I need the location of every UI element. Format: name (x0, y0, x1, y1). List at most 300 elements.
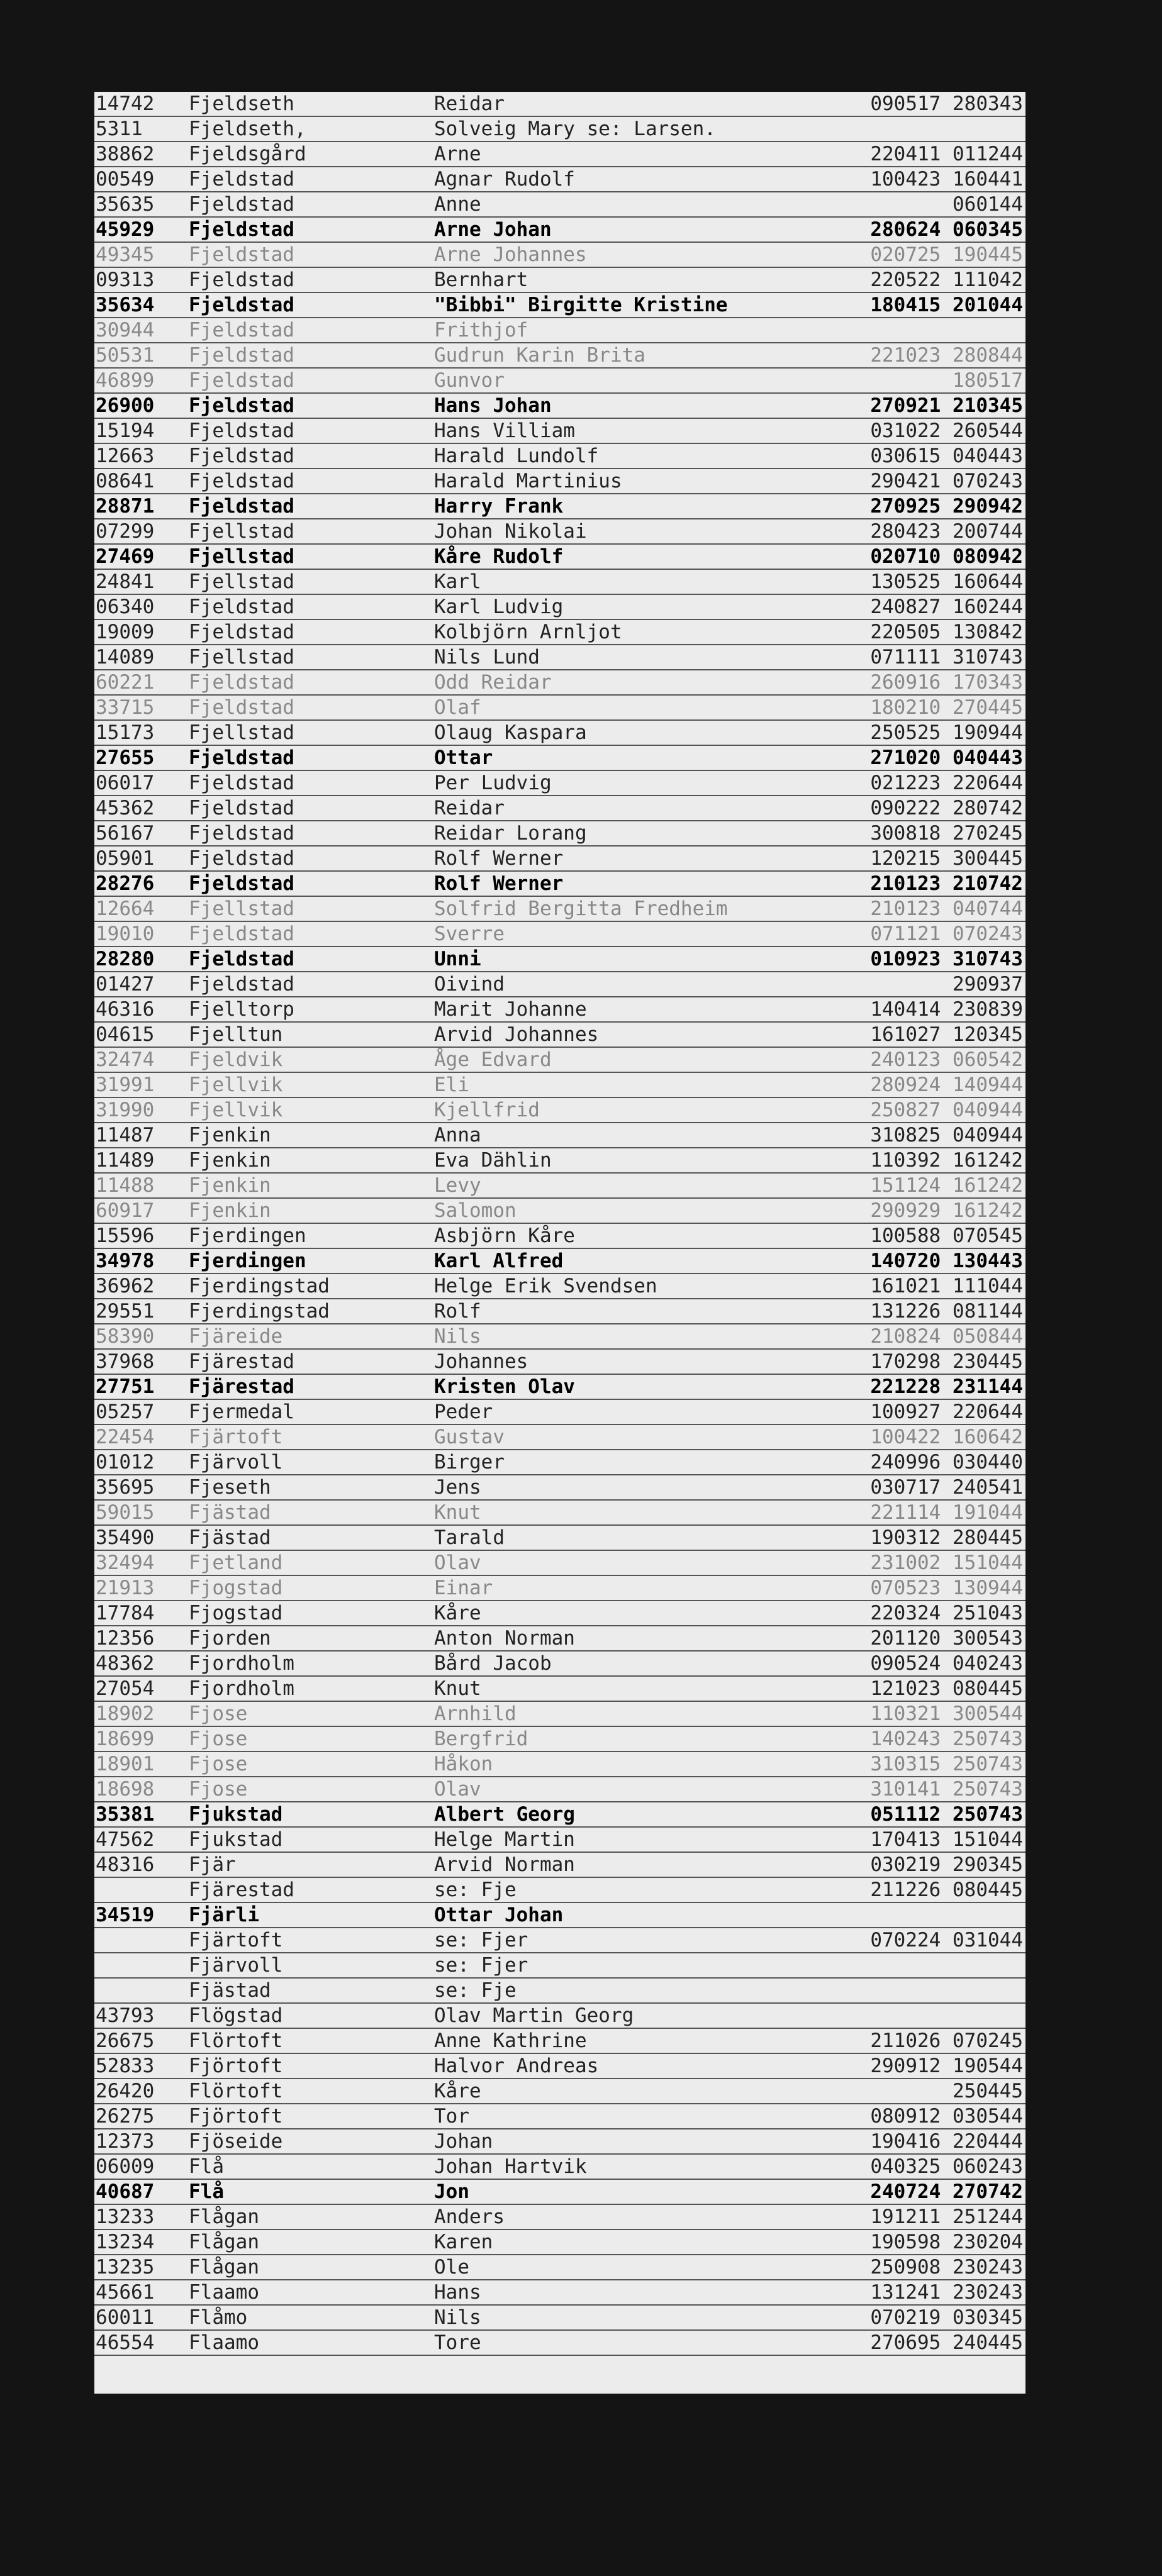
dates: 110392 161242 (870, 1149, 1023, 1172)
register-row (94, 1148, 1025, 1174)
register-row (94, 1601, 1025, 1626)
surname: Fjukstad (189, 1803, 283, 1826)
record-number: 31991 (96, 1074, 155, 1096)
dates: 130525 160644 (870, 570, 1023, 593)
record-number: 34978 (96, 1250, 155, 1272)
surname: Fjästad (189, 1526, 271, 1549)
surname: Fjogstad (189, 1577, 283, 1599)
register-row (94, 2280, 1025, 2306)
record-number: 52833 (96, 2055, 155, 2077)
dates: 161027 120345 (870, 1023, 1023, 1046)
dates: 180415 201044 (870, 294, 1023, 316)
record-number: 46899 (96, 369, 155, 392)
given-names: Helge Erik Svendsen (434, 1275, 657, 1297)
dates: 280924 140944 (870, 1074, 1023, 1096)
surname: Fjeldseth, (189, 118, 306, 140)
given-names: Kåre (434, 1602, 481, 1624)
register-row (94, 645, 1025, 670)
record-number: 11488 (96, 1174, 155, 1197)
surname: Flåmo (189, 2306, 248, 2329)
surname: Fjerdingen (189, 1250, 306, 1272)
given-names: Jens (434, 1476, 481, 1499)
dates: 100422 160642 (870, 1426, 1023, 1448)
record-number: 48362 (96, 1652, 155, 1675)
record-number: 15194 (96, 419, 155, 442)
given-names: Halvor Andreas (434, 2055, 599, 2077)
register-row (94, 1652, 1025, 1677)
dates: 290937 (953, 973, 1023, 996)
surname: Fjärvoll (189, 1954, 283, 1977)
surname: Fjästad (189, 1979, 271, 2002)
record-number: 07299 (96, 520, 155, 543)
record-number: 12663 (96, 445, 155, 467)
dates: 020725 190445 (870, 243, 1023, 266)
surname: Fjeldstad (189, 847, 294, 870)
record-number: 06009 (96, 2155, 155, 2178)
record-number: 05257 (96, 1401, 155, 1423)
dates: 070523 130944 (870, 1577, 1023, 1599)
register-row (94, 1777, 1025, 1802)
surname: Fjörtoft (189, 2105, 283, 2128)
dates: 280624 060345 (870, 218, 1023, 241)
record-number: 27751 (96, 1375, 155, 1398)
register-row (94, 343, 1025, 369)
register-row (94, 1350, 1025, 1375)
record-number: 06340 (96, 596, 155, 618)
register-row (94, 1023, 1025, 1048)
surname: Fjeldstad (189, 394, 294, 417)
dates: 170298 230445 (870, 1350, 1023, 1373)
record-number: 40687 (96, 2180, 155, 2203)
surname: Flågan (189, 2206, 259, 2228)
surname: Fjeldstad (189, 470, 294, 492)
surname: Fjerdingstad (189, 1300, 330, 1323)
register-row (94, 2054, 1025, 2079)
register-row (94, 1249, 1025, 1274)
given-names: Anna (434, 1124, 481, 1146)
dates: 201120 300543 (870, 1627, 1023, 1650)
surname: Fjeldstad (189, 948, 294, 970)
register-row (94, 1626, 1025, 1652)
given-names: Johan (434, 2130, 493, 2153)
given-names: Reidar Lorang (434, 822, 587, 845)
register-row (94, 394, 1025, 419)
dates: 221114 191044 (870, 1501, 1023, 1524)
dates: 180517 (953, 369, 1023, 392)
given-names: Jon (434, 2180, 469, 2203)
surname: Flaamo (189, 2281, 259, 2304)
given-names: "Bibbi" Birgitte Kristine (434, 294, 728, 316)
record-number: 18698 (96, 1778, 155, 1801)
index-card-sheet (94, 92, 1025, 2394)
record-number: 50531 (96, 344, 155, 367)
dates: 190598 230204 (870, 2231, 1023, 2253)
dates: 300818 270245 (870, 822, 1023, 845)
dates: 220505 130842 (870, 621, 1023, 643)
dates: 290912 190544 (870, 2055, 1023, 2077)
given-names: se: Fjer (434, 1929, 528, 1951)
register-row (94, 897, 1025, 922)
record-number: 06017 (96, 772, 155, 794)
given-names: Ottar (434, 747, 493, 769)
dates: 100423 160441 (870, 168, 1023, 191)
given-names: Karl Ludvig (434, 596, 564, 618)
surname: Fjellstad (189, 646, 294, 669)
dates: 231002 151044 (870, 1552, 1023, 1574)
record-number: 35634 (96, 294, 155, 316)
given-names: Hans (434, 2281, 481, 2304)
given-names: Anton Norman (434, 1627, 575, 1650)
dates: 240123 060542 (870, 1048, 1023, 1071)
given-names: Birger (434, 1451, 505, 1474)
surname: Fjärestad (189, 1375, 294, 1398)
register-row (94, 1274, 1025, 1299)
dates: 280423 200744 (870, 520, 1023, 543)
record-number: 5311 (96, 118, 143, 140)
record-number: 01427 (96, 973, 155, 996)
register-row (94, 746, 1025, 771)
surname: Fjeldstad (189, 369, 294, 392)
given-names: Anne Kathrine (434, 2029, 587, 2052)
dates: 140720 130443 (870, 1250, 1023, 1272)
given-names: Johan Hartvik (434, 2155, 587, 2178)
given-names: Bernhart (434, 269, 528, 291)
dates: 221023 280844 (870, 344, 1023, 367)
register-row (94, 620, 1025, 645)
dates: 211026 070245 (870, 2029, 1023, 2052)
surname: Fjose (189, 1753, 248, 1775)
surname: Fjetland (189, 1552, 283, 1574)
dates: 080912 030544 (870, 2105, 1023, 2128)
given-names: Kristen Olav (434, 1375, 575, 1398)
given-names: Olav (434, 1778, 481, 1801)
dates: 051112 250743 (870, 1803, 1023, 1826)
given-names: Helge Martin (434, 1828, 575, 1851)
given-names: Arne Johan (434, 218, 552, 241)
record-number: 27655 (96, 747, 155, 769)
register-row (94, 1501, 1025, 1526)
surname: Fjeldstad (189, 596, 294, 618)
register-row (94, 771, 1025, 796)
given-names: Reidar (434, 797, 505, 819)
register-row (94, 1953, 1025, 1979)
given-names: Arne Johannes (434, 243, 587, 266)
register-row (94, 192, 1025, 218)
register-row (94, 1224, 1025, 1249)
given-names: Arvid Johannes (434, 1023, 599, 1046)
record-number: 60221 (96, 671, 155, 694)
dates: 131241 230243 (870, 2281, 1023, 2304)
given-names: Kåre Rudolf (434, 545, 564, 568)
given-names: Ole (434, 2256, 469, 2279)
given-names: Albert Georg (434, 1803, 575, 1826)
given-names: se: Fje (434, 1979, 517, 2002)
record-number: 00549 (96, 168, 155, 191)
given-names: Nils (434, 1325, 481, 1348)
given-names: Karl Alfred (434, 1250, 564, 1272)
record-number: 12373 (96, 2130, 155, 2153)
dates: 180210 270445 (870, 696, 1023, 719)
record-number: 26275 (96, 2105, 155, 2128)
surname: Fjeldstad (189, 872, 294, 895)
register-row (94, 1299, 1025, 1324)
dates: 131226 081144 (870, 1300, 1023, 1323)
record-number: 28871 (96, 495, 155, 518)
dates: 161021 111044 (870, 1275, 1023, 1297)
register-row (94, 2205, 1025, 2230)
dates: 090222 280742 (870, 797, 1023, 819)
register-row (94, 997, 1025, 1023)
surname: Fjeldstad (189, 193, 294, 216)
dates: 210123 040744 (870, 897, 1023, 920)
record-number: 15596 (96, 1224, 155, 1247)
record-number: 35381 (96, 1803, 155, 1826)
register-row (94, 972, 1025, 997)
surname: Fjeldstad (189, 747, 294, 769)
dates: 240996 030440 (870, 1451, 1023, 1474)
record-number: 14089 (96, 646, 155, 669)
dates: 090524 040243 (870, 1652, 1023, 1675)
given-names: Bård Jacob (434, 1652, 552, 1675)
record-number: 26420 (96, 2080, 155, 2102)
given-names: Oivind (434, 973, 505, 996)
given-names: Arne (434, 143, 481, 165)
given-names: Harald Lundolf (434, 445, 599, 467)
record-number: 24841 (96, 570, 155, 593)
register-row (94, 2306, 1025, 2331)
record-number: 46554 (96, 2331, 155, 2354)
surname: Fjeldstad (189, 671, 294, 694)
surname: Fjenkin (189, 1199, 271, 1222)
record-number: 29551 (96, 1300, 155, 1323)
given-names: Rolf Werner (434, 847, 564, 870)
record-number: 37968 (96, 1350, 155, 1373)
dates: 090517 280343 (870, 92, 1023, 115)
surname: Fjeldstad (189, 772, 294, 794)
register-row (94, 1752, 1025, 1777)
surname: Fjeldsgård (189, 143, 306, 165)
surname: Fjellstad (189, 721, 294, 744)
given-names: Hans Villiam (434, 419, 575, 442)
register-row (94, 243, 1025, 268)
register-row (94, 545, 1025, 570)
dates: 271020 040443 (870, 747, 1023, 769)
dates: 250525 190944 (870, 721, 1023, 744)
register-row (94, 922, 1025, 947)
dates: 190416 220444 (870, 2130, 1023, 2153)
dates: 120215 300445 (870, 847, 1023, 870)
surname: Fjordholm (189, 1652, 294, 1675)
register-row (94, 1073, 1025, 1098)
surname: Fjeldstad (189, 243, 294, 266)
given-names: Nils Lund (434, 646, 540, 669)
given-names: Knut (434, 1677, 481, 1700)
record-number: 46316 (96, 998, 155, 1021)
register-row (94, 2079, 1025, 2104)
given-names: Arnhild (434, 1702, 517, 1725)
record-number: 05901 (96, 847, 155, 870)
register-row (94, 1400, 1025, 1425)
surname: Fjästad (189, 1501, 271, 1524)
dates: 110321 300544 (870, 1702, 1023, 1725)
register-row (94, 595, 1025, 620)
dates: 031022 260544 (870, 419, 1023, 442)
record-number: 58390 (96, 1325, 155, 1348)
given-names: Tarald (434, 1526, 505, 1549)
surname: Fjeseth (189, 1476, 271, 1499)
surname: Flögstad (189, 2004, 283, 2027)
dates: 220411 011244 (870, 143, 1023, 165)
register-row (94, 1677, 1025, 1702)
record-number: 32494 (96, 1552, 155, 1574)
surname: Fjärestad (189, 1879, 294, 1901)
surname: Fjose (189, 1702, 248, 1725)
dates: 060144 (953, 193, 1023, 216)
given-names: Marit Johanne (434, 998, 587, 1021)
given-names: se: Fje (434, 1879, 517, 1901)
record-number: 48316 (96, 1853, 155, 1876)
record-number: 28276 (96, 872, 155, 895)
surname: Fjelltun (189, 1023, 283, 1046)
surname: Flaamo (189, 2331, 259, 2354)
register-row (94, 2331, 1025, 2356)
register-row (94, 1425, 1025, 1450)
given-names: Anders (434, 2206, 505, 2228)
record-number: 19009 (96, 621, 155, 643)
register-row (94, 419, 1025, 444)
register-row (94, 1123, 1025, 1148)
dates: 250908 230243 (870, 2256, 1023, 2279)
given-names: Knut (434, 1501, 481, 1524)
dates: 210123 210742 (870, 872, 1023, 895)
surname: Fjellstad (189, 897, 294, 920)
surname: Fjellstad (189, 545, 294, 568)
record-number: 31990 (96, 1099, 155, 1121)
register-row (94, 2104, 1025, 2129)
surname: Fjeldstad (189, 445, 294, 467)
surname: Fjeldstad (189, 495, 294, 518)
surname: Fjerdingstad (189, 1275, 330, 1297)
dates: 220522 111042 (870, 269, 1023, 291)
register-row (94, 369, 1025, 394)
record-number: 09313 (96, 269, 155, 291)
given-names: Sverre (434, 923, 505, 945)
record-number: 60011 (96, 2306, 155, 2329)
dates: 070224 031044 (870, 1929, 1023, 1951)
dates: 030615 040443 (870, 445, 1023, 467)
register-row (94, 696, 1025, 721)
record-number: 14742 (96, 92, 155, 115)
surname: Fjeldstad (189, 218, 294, 241)
record-number: 15173 (96, 721, 155, 744)
dates: 210824 050844 (870, 1325, 1023, 1348)
given-names: Per Ludvig (434, 772, 552, 794)
dates: 310141 250743 (870, 1778, 1023, 1801)
register-row (94, 1375, 1025, 1400)
record-number: 36962 (96, 1275, 155, 1297)
surname: Fjäreide (189, 1325, 283, 1348)
dates: 290929 161242 (870, 1199, 1023, 1222)
record-number: 38862 (96, 143, 155, 165)
surname: Fjenkin (189, 1149, 271, 1172)
given-names: Åge Edvard (434, 1048, 552, 1071)
register-row (94, 1526, 1025, 1551)
record-number: 11489 (96, 1149, 155, 1172)
dates: 221228 231144 (870, 1375, 1023, 1398)
given-names: Rolf (434, 1300, 481, 1323)
surname: Fjeldstad (189, 797, 294, 819)
dates: 270921 210345 (870, 394, 1023, 417)
given-names: Reidar (434, 92, 505, 115)
register-row (94, 2180, 1025, 2205)
dates: 071121 070243 (870, 923, 1023, 945)
surname: Flörtoft (189, 2029, 283, 2052)
register-row (94, 2155, 1025, 2180)
surname: Fjeldstad (189, 419, 294, 442)
register-row (94, 1048, 1025, 1073)
dates: 240827 160244 (870, 596, 1023, 618)
surname: Flå (189, 2180, 224, 2203)
dates: 020710 080942 (870, 545, 1023, 568)
register-row (94, 1199, 1025, 1224)
dates: 310315 250743 (870, 1753, 1023, 1775)
given-names: Eli (434, 1074, 469, 1096)
given-names: Peder (434, 1401, 493, 1423)
given-names: Rolf Werner (434, 872, 564, 895)
given-names: Arvid Norman (434, 1853, 575, 1876)
record-number: 26900 (96, 394, 155, 417)
record-number: 59015 (96, 1501, 155, 1524)
record-number: 13235 (96, 2256, 155, 2279)
surname: Fjärvoll (189, 1451, 283, 1474)
surname: Fjellstad (189, 520, 294, 543)
record-number: 43793 (96, 2004, 155, 2027)
given-names: Nils (434, 2306, 481, 2329)
register-row (94, 2004, 1025, 2029)
given-names: Einar (434, 1577, 493, 1599)
register-row (94, 1903, 1025, 1928)
register-row (94, 1702, 1025, 1727)
surname: Fjukstad (189, 1828, 283, 1851)
surname: Fjeldstad (189, 344, 294, 367)
surname: Fjordholm (189, 1677, 294, 1700)
given-names: Frithjof (434, 319, 528, 341)
dates: 100588 070545 (870, 1224, 1023, 1247)
given-names: Bergfrid (434, 1728, 528, 1750)
given-names: Karen (434, 2231, 493, 2253)
record-number: 21913 (96, 1577, 155, 1599)
register-row (94, 1551, 1025, 1576)
dates: 310825 040944 (870, 1124, 1023, 1146)
record-number: 45929 (96, 218, 155, 241)
register-row (94, 519, 1025, 545)
record-number: 56167 (96, 822, 155, 845)
given-names: Eva Dählin (434, 1149, 552, 1172)
record-number: 33715 (96, 696, 155, 719)
record-number: 18902 (96, 1702, 155, 1725)
record-number: 45661 (96, 2281, 155, 2304)
dates: 260916 170343 (870, 671, 1023, 694)
dates: 170413 151044 (870, 1828, 1023, 1851)
register-row (94, 268, 1025, 293)
surname: Flågan (189, 2256, 259, 2279)
surname: Fjeldstad (189, 319, 294, 341)
surname: Fjeldseth (189, 92, 294, 115)
register-row (94, 1878, 1025, 1903)
given-names: Salomon (434, 1199, 517, 1222)
register-row (94, 117, 1025, 142)
register-row (94, 847, 1025, 872)
